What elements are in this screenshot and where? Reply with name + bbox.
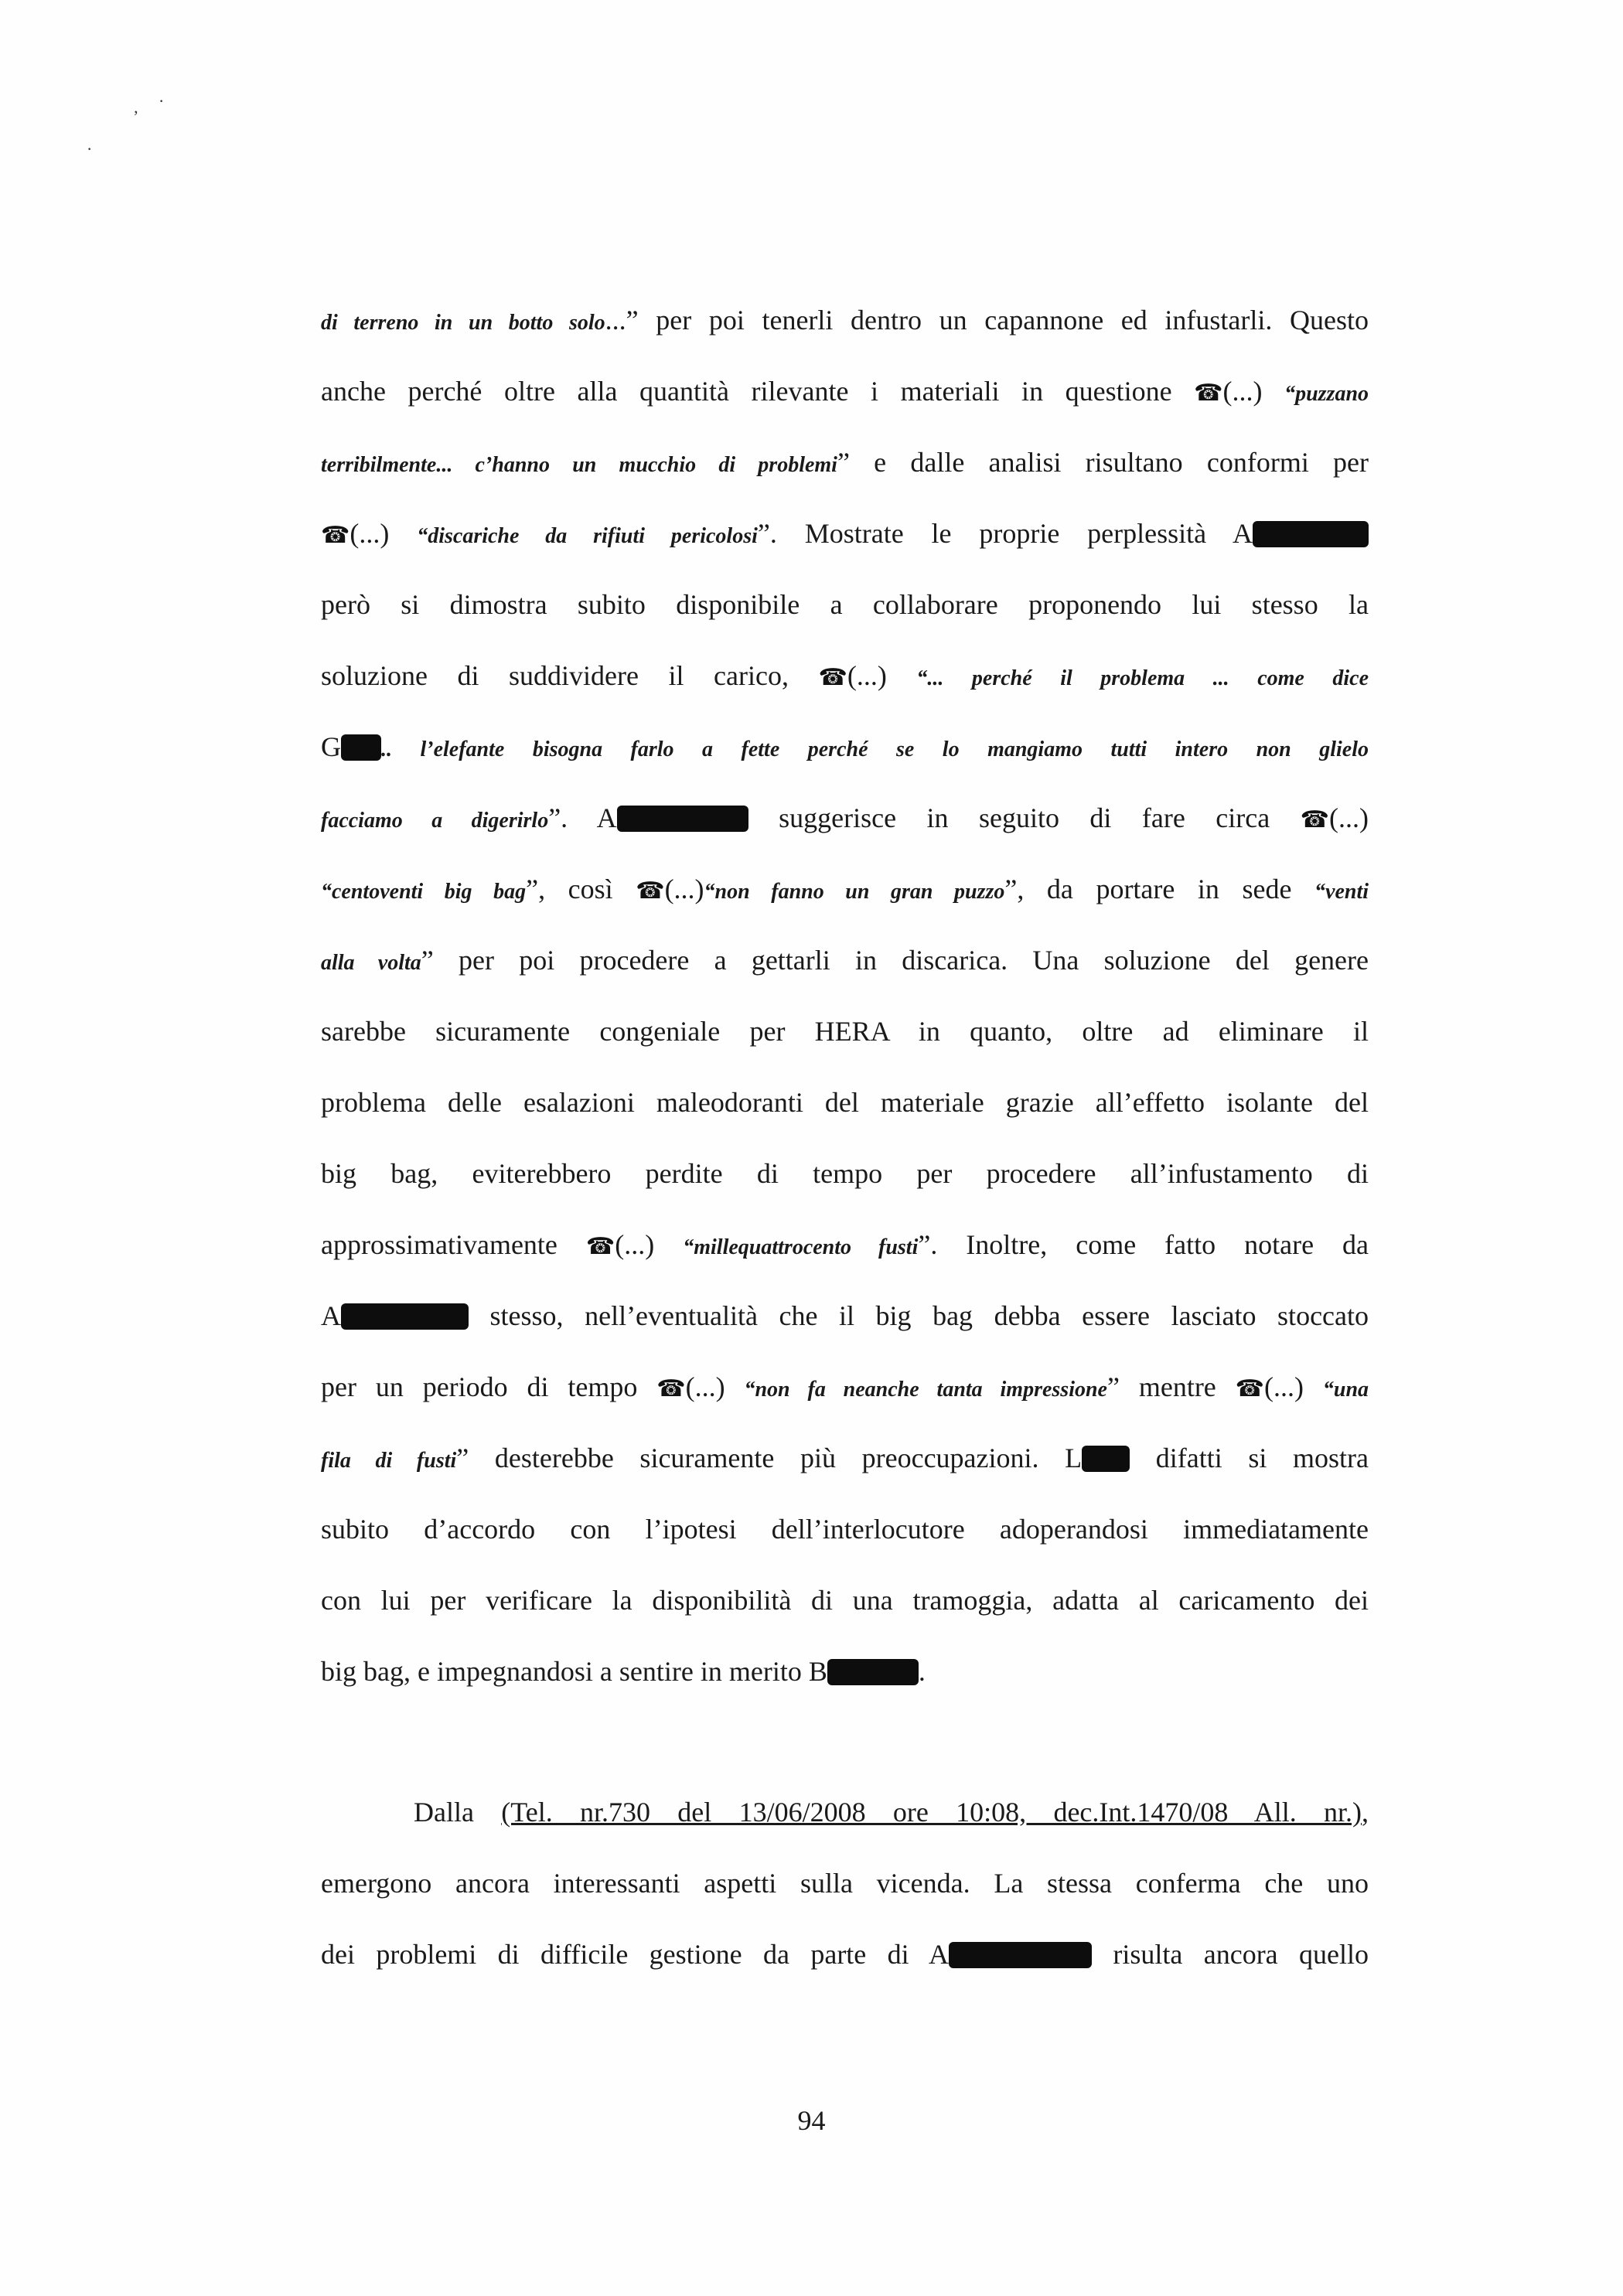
redaction-bar	[617, 806, 748, 832]
phone-icon: ☎	[1194, 380, 1223, 406]
text-line: sarebbe sicuramente congeniale per HERA in quanto, oltre ad eliminare il	[321, 1016, 1369, 1047]
phone-icon: ☎	[1235, 1376, 1265, 1402]
redaction-prefix: A	[321, 1300, 341, 1331]
text-line: subito d’accordo con l’ipotesi dell’interlocutore adoperandosi immediatamente	[321, 1514, 1369, 1545]
redaction-prefix: A	[929, 1939, 950, 1970]
redaction-prefix: A	[1233, 518, 1253, 549]
text-line: Dalla (Tel. nr.730 del 13/06/2008 ore 10:08, dec.Int.1470/08 All. nr.),	[414, 1797, 1369, 1828]
body-text	[321, 297, 1369, 2002]
text-line: facciamo a digerirlo”. A suggerisce in seguito di fare circa ☎(...)	[321, 795, 1369, 866]
text-line: per un periodo di tempo ☎(...) “non fa neanche tanta impressione” mentre ☎(...) “una	[321, 1364, 1369, 1435]
text-line: big bag, e impegnandosi a sentire in merito B .	[321, 1656, 926, 1687]
text-line: problema delle esalazioni maleodoranti del materiale grazie all’effetto isolante del	[321, 1087, 1369, 1118]
phone-icon: ☎	[1300, 807, 1330, 833]
redaction-prefix: A	[596, 802, 617, 833]
phone-icon: ☎	[585, 1234, 615, 1259]
text-line: A stesso, nell’eventualità che il big bag debba essere lasciato stoccato	[321, 1300, 1369, 1331]
text-line: ☎(...) “discariche da rifiuti pericolosi”. Mostrate le proprie perplessità A	[321, 510, 1369, 581]
text-line: terribilmente... c’hanno un mucchio di problemi” e dalle analisi risultano conformi per	[321, 447, 1369, 478]
text-line: approssimativamente ☎(...) “millequattrocento fusti”. Inoltre, come fatto notare da	[321, 1221, 1369, 1293]
text-line: dei problemi di difficile gestione da parte di A risulta ancora quello	[321, 1939, 1369, 1970]
text-line: anche perché oltre alla quantità rilevante i materiali in questione ☎(...) “puzzano	[321, 368, 1369, 439]
stray-mark: ·	[87, 139, 93, 158]
text-line: alla volta” per poi procedere a gettarli in discarica. Una soluzione del genere	[321, 945, 1369, 976]
text-line: di terreno in un botto solo...” per poi tenerli dentro un capannone ed infustarli. Questo	[321, 305, 1369, 336]
text-line: però si dimostra subito disponibile a collaborare proponendo lui stesso la	[321, 589, 1369, 620]
page-number: 94	[797, 2105, 826, 2136]
redaction-bar	[827, 1659, 919, 1685]
redaction-bar	[341, 1303, 469, 1330]
text-line: soluzione di suddividere il carico, ☎(...) “... perché il problema ... come dice	[321, 652, 1369, 724]
redaction-prefix: L	[1065, 1443, 1083, 1473]
phone-icon: ☎	[656, 1376, 686, 1402]
stray-mark: ’	[133, 107, 139, 126]
text-line: fila di fusti” desterebbe sicuramente più preoccupazioni. L difatti si mostra	[321, 1443, 1369, 1473]
phone-icon: ☎	[818, 665, 847, 690]
redaction-bar	[341, 734, 381, 761]
text-line: con lui per verificare la disponibilità di una tramoggia, adatta al caricamento dei	[321, 1585, 1369, 1616]
phone-icon: ☎	[636, 878, 665, 904]
text-line: “centoventi big bag”, così ☎(...)“non fanno un gran puzzo”, da portare in sede “venti	[321, 866, 1369, 937]
redaction-bar	[949, 1942, 1092, 1968]
text-line: big bag, eviterebbero perdite di tempo per procedere all’infustamento di	[321, 1158, 1369, 1189]
stray-mark: ·	[159, 91, 165, 111]
text-line: emergono ancora interessanti aspetti sulla vicenda. La stessa conferma che uno	[321, 1868, 1369, 1899]
citation-reference: (Tel. nr.730 del 13/06/2008 ore 10:08, dec.Int.1470/08 All. nr.)	[501, 1797, 1362, 1828]
redaction-prefix: G	[321, 731, 341, 762]
redaction-prefix: B	[808, 1656, 827, 1687]
phone-icon: ☎	[321, 523, 350, 548]
paragraph-gap	[321, 1719, 1369, 1789]
redaction-bar	[1082, 1446, 1130, 1472]
text-line: G .. l’elefante bisogna farlo a fette perché se lo mangiamo tutti intero non glielo	[321, 731, 1369, 762]
redaction-bar	[1253, 521, 1369, 547]
